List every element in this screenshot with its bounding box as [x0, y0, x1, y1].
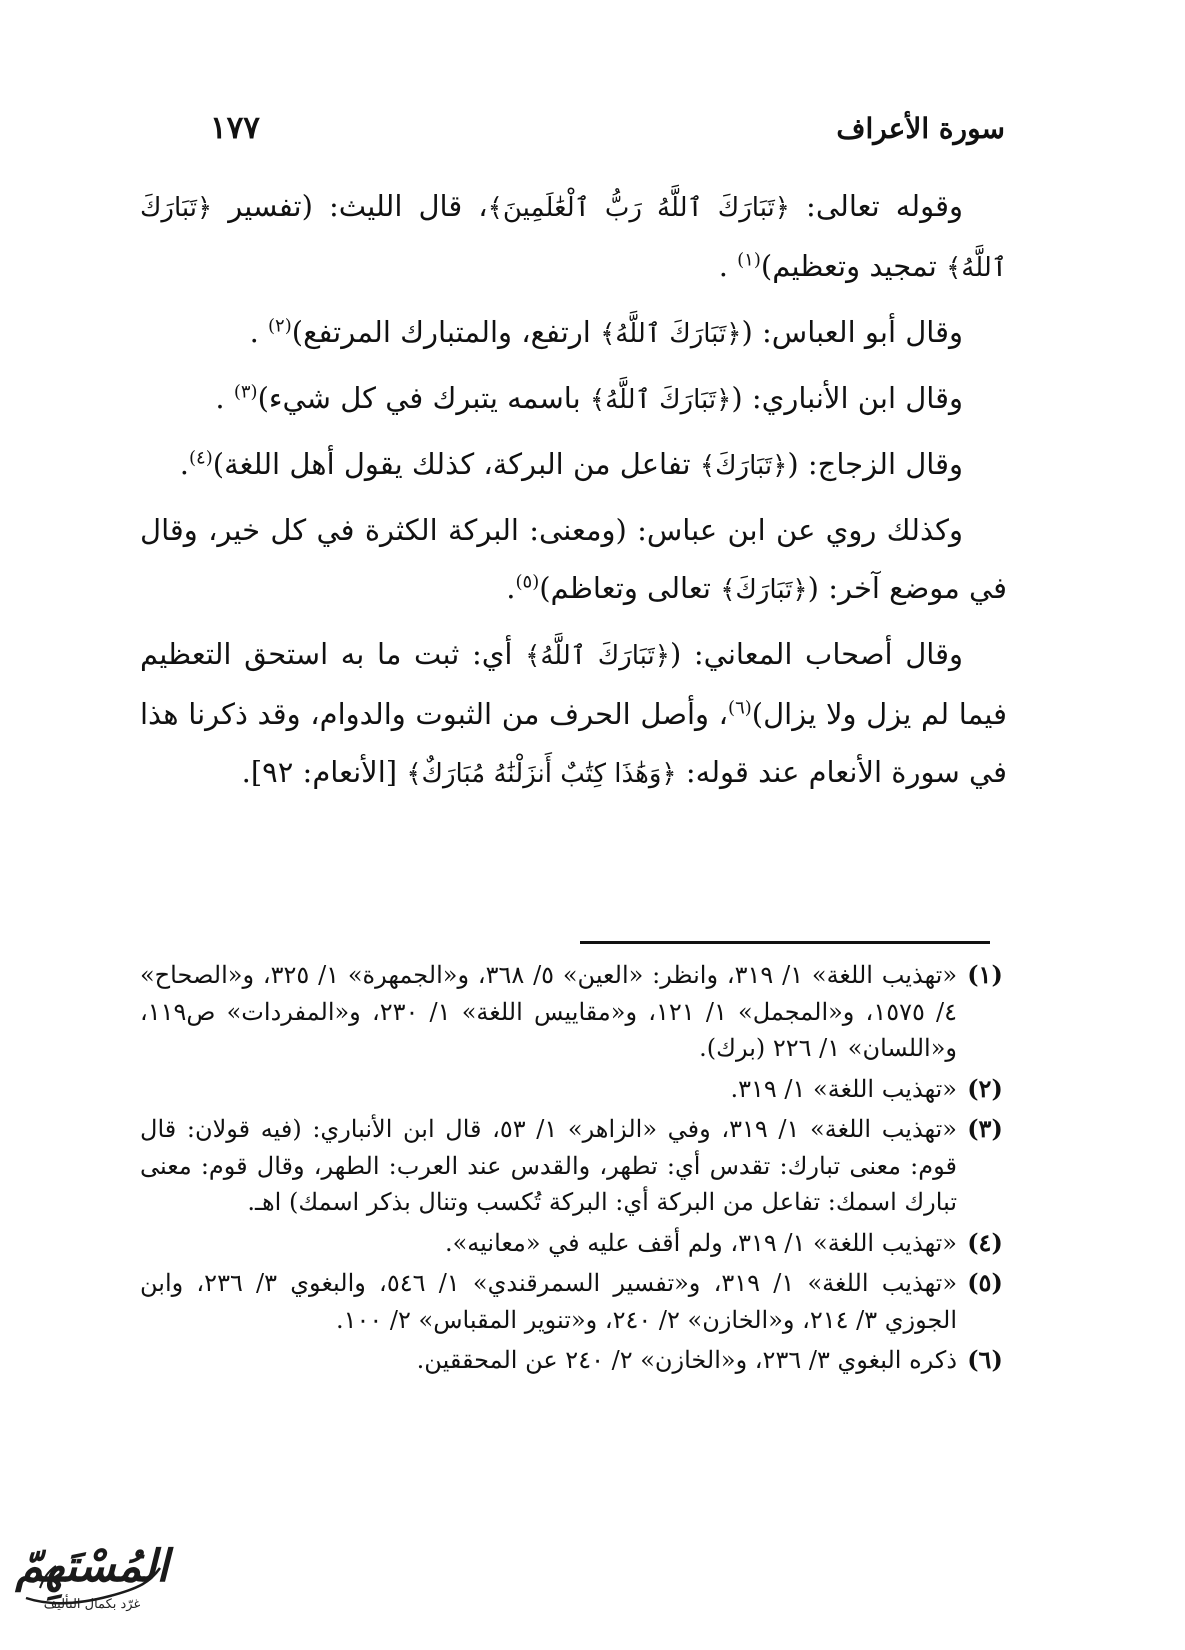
footnote-item [140, 1342, 1007, 1379]
text-run: أي: ثبت ما به استحق التعظيم فيما لم يزل ولا يزال) [140, 637, 1007, 731]
footnote-text: «تهذيب اللغة» ١/ ٣١٩، وانظر: «العين» ٥/ ٣٦٨، و«الجمهرة» ١/ ٣٢٥، و«الصحاح» ٤/ ١٥٧٥، و«المجمل» ١/ ١٢١، و«مقاييس اللغة» ١/ ٢٣٠، و«المفردات» ص١١٩، و«اللسان» ١/ ٢٢٦ (برك). [140, 961, 958, 1062]
footnote-item [140, 1265, 1007, 1338]
footnote-number: (٥) [967, 1268, 1003, 1297]
footnote-item [140, 1225, 1007, 1262]
footnote-text: ذكره البغوي ٣/ ٢٣٦، و«الخازن» ٢/ ٢٤٠ عن المحققين. [416, 1346, 957, 1374]
footnote-ref: (٤) [189, 447, 213, 469]
footnote-item [140, 1111, 1007, 1221]
text-run: . [249, 315, 269, 349]
footnote-ref: (٥) [515, 571, 540, 593]
text-run: تعالى وتعاظم) [539, 571, 721, 605]
paragraph-3 [140, 369, 1007, 429]
footnote-text: «تهذيب اللغة» ١/ ٣١٩. [730, 1074, 957, 1103]
text-run: ارتفع، والمتبارك المرتفع) [291, 315, 601, 349]
footnote-divider [580, 941, 990, 944]
footnote-text: «تهذيب اللغة» ١/ ٣١٩، و«تفسير السمرقندي» ١/ ٥٤٦، والبغوي ٣/ ٢٣٦، وابن الجوزي ٣/ ٢١٤، و«الخازن» ٢/ ٢٤٠، و«تنوير المقباس» ٢/ ١٠٠. [140, 1269, 958, 1334]
paragraph-4 [140, 435, 1007, 495]
footnote-ref: (١) [737, 249, 761, 271]
quran-quote: ﴿تَبَارَكَ ٱللَّهُ﴾ [589, 385, 732, 415]
text-run: وقال أصحاب المعاني: ( [669, 637, 963, 671]
footnote-ref: (٦) [728, 697, 752, 719]
paragraph-2 [140, 303, 1007, 363]
surah-title: سورة الأعراف [836, 112, 1005, 145]
text-run: وقال الزجاج: ( [787, 447, 963, 481]
footnote-number: (٢) [967, 1073, 1003, 1103]
text-run: ، قال الليث: (تفسير [212, 189, 488, 223]
footnote-text: «تهذيب اللغة» ١/ ٣١٩، وفي «الزاهر» ١/ ٥٣، قال ابن الأنباري: (فيه قولان: قال قوم: معنى تبارك: تقدس أي: تطهر، والقدس عند العرب: الطهر، وقال قوم: معنى تبارك اسمك: تفاعل من البركة أي: البركة تُكسب وتنال بذكر اسمك) اهـ. [140, 1115, 957, 1216]
footnote-number: (٤) [967, 1227, 1003, 1257]
text-run: . [215, 381, 234, 415]
quran-quote: ﴿وَهَٰذَا كِتَٰبٌ أَنزَلْنَٰهُ مُبَارَكٌ﴾ [406, 759, 677, 789]
text-run: ، وأصل الحرف من الثبوت والدوام، وقد ذكرنا هذا في سورة الأنعام عند قوله: [140, 697, 1007, 789]
logo-tagline: غرّد بكمال التأليف [43, 1597, 141, 1612]
logo-text: المُسْتَهِمّ [15, 1541, 169, 1592]
quran-quote: ﴿تَبَارَكَ ٱللَّهُ﴾ [525, 641, 670, 671]
footnote-ref: (٢) [268, 315, 292, 337]
paragraph-5 [140, 501, 1007, 619]
footnote-item [140, 957, 1007, 1067]
text-run: باسمه يتبرك في كل شيء) [257, 381, 590, 415]
text-run: . [179, 447, 190, 481]
page-header [210, 110, 1005, 160]
logo-flourish-icon [20, 1558, 166, 1608]
footnote-number: (٦) [967, 1345, 1003, 1374]
text-run: [الأنعام: ٩٢]. [241, 755, 407, 789]
quran-quote: ﴿تَبَارَكَ﴾ [699, 451, 788, 481]
footnote-text: «تهذيب اللغة» ١/ ٣١٩، ولم أقف عليه في «معانيه». [444, 1228, 957, 1257]
text-run: وكذلك روي عن ابن عباس: (ومعنى: البركة الكثرة في كل خير، وقال في موضع آخر: ( [140, 513, 1007, 605]
footnote-number: (٣) [967, 1114, 1003, 1143]
footnote-number: (١) [967, 960, 1003, 989]
quran-quote: ﴿تَبَارَكَ ٱللَّهُ﴾ [600, 319, 742, 349]
text-run: وقال ابن الأنباري: ( [731, 381, 963, 415]
text-run: . [506, 571, 516, 605]
paragraph-6 [140, 625, 1007, 803]
text-run: وقوله تعالى: [790, 189, 963, 223]
paragraph-1 [140, 177, 1007, 297]
publisher-logo [12, 1538, 172, 1633]
text-run: . [718, 249, 738, 283]
footnotes [140, 957, 1007, 1383]
footnote-ref: (٣) [233, 381, 258, 403]
quran-quote: ﴿تَبَارَكَ ٱللَّهُ﴾ [140, 193, 1007, 283]
main-text [140, 177, 1007, 809]
text-run: تمجيد وتعظيم) [760, 249, 947, 283]
text-run: وقال أبو العباس: ( [741, 315, 963, 349]
footnote-item [140, 1071, 1007, 1108]
page-number: ١٧٧ [210, 110, 260, 146]
quran-quote: ﴿تَبَارَكَ﴾ [720, 575, 808, 605]
quran-quote: ﴿تَبَارَكَ ٱللَّهُ رَبُّ ٱلْعَٰلَمِينَ﴾ [487, 193, 791, 223]
text-run: تفاعل من البركة، كذلك يقول أهل اللغة) [212, 447, 700, 481]
